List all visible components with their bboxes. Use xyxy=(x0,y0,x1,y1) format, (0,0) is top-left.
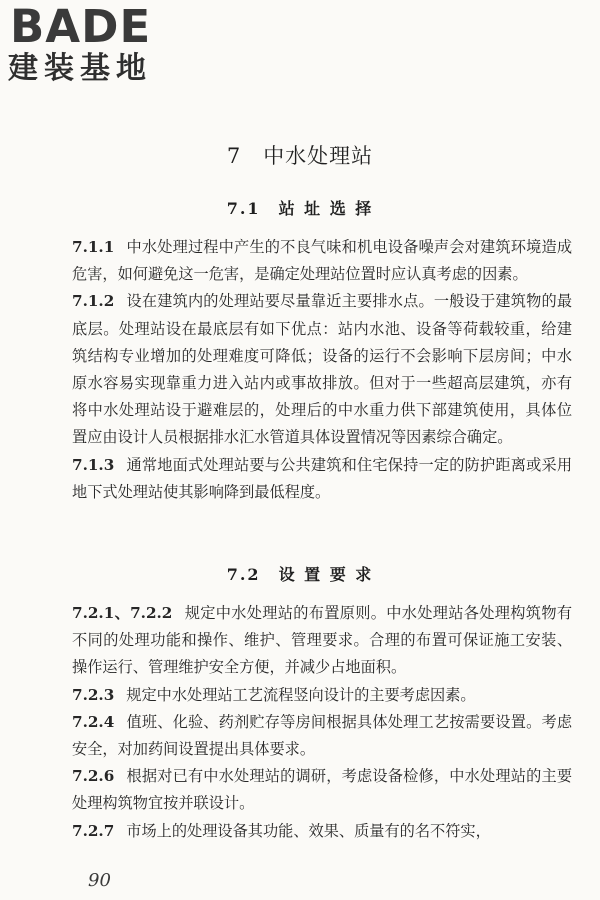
paragraph-7-1-1 xyxy=(72,234,572,288)
paragraph-7-2-3 xyxy=(72,682,572,709)
clause-number: 7.1.2 xyxy=(72,292,115,311)
paragraph-7-2-7 xyxy=(72,818,572,845)
section-title-7-1 xyxy=(0,197,600,221)
clause-number: 7.2.7 xyxy=(72,821,115,840)
chapter-title xyxy=(0,141,600,171)
clause-text: 根据对已有中水处理站的调研，考虑设备检修，中水处理站的主要处理构筑物宜按并联设计。 xyxy=(72,767,572,813)
clause-number: 7.1.3 xyxy=(72,455,115,474)
clause-number: 7.2.1、7.2.2 xyxy=(72,604,173,622)
logo-brand: BADE xyxy=(10,0,152,53)
section-number: 7.2 xyxy=(226,565,261,584)
section-title-text: 站 址 选 择 xyxy=(278,199,374,218)
clause-number: 7.2.6 xyxy=(72,767,115,786)
clause-number: 7.1.1 xyxy=(72,238,115,256)
clause-text: 通常地面式处理站要与公共建筑和住宅保持一定的防护距离或采用地下式处理站使其影响降到最低程度。 xyxy=(72,455,572,501)
clause-text: 设在建筑内的处理站要尽量靠近主要排水点。一般设于建筑物的最底层。处理站设在最底层有如下优点：站内水池、设备等荷载较重，给建筑结构专业增加的处理难度可降低；设备的运行不会影响下层房间；中水原水容易实现靠重力进入站内或事故排放。但对于一些超高层建筑，亦有将中水处理站设于避难层的，处理后的中水重力供下部建筑使用，具体位置应由设计人员根据排水汇水管道具体设置情况等因素综合确定。 xyxy=(72,292,572,447)
logo-subtitle: 建装基地 xyxy=(8,51,152,86)
bade-logo xyxy=(8,0,178,94)
clause-text: 规定中水处理站工艺流程竖向设计的主要考虑因素。 xyxy=(126,685,476,704)
section-number: 7.1 xyxy=(226,199,261,218)
clause-text: 中水处理过程中产生的不良气味和机电设备噪声会对建筑环境造成危害，如何避免这一危害，是确定处理站位置时应认真考虑的因素。 xyxy=(72,238,572,284)
paragraph-7-2-1 xyxy=(72,600,572,682)
paragraph-7-1-3 xyxy=(72,452,572,506)
section-title-7-2 xyxy=(0,563,600,587)
chapter-number: 7 xyxy=(226,144,242,168)
clause-text: 规定中水处理站的布置原则。中水处理站各处理构筑物有不同的处理功能和操作、维护、管理要求。合理的布置可保证施工安装、操作运行、管理维护安全方便，并减少占地面积。 xyxy=(72,604,573,677)
section-title-text: 设 置 要 求 xyxy=(278,565,374,584)
chapter-title-text: 中水处理站 xyxy=(263,144,374,168)
paragraph-7-2-6 xyxy=(72,763,572,817)
clause-text: 市场上的处理设备其功能、效果、质量有的名不符实， xyxy=(126,821,491,840)
paragraph-7-1-2 xyxy=(72,288,572,451)
section-body-7-2 xyxy=(72,600,572,845)
clause-number: 7.2.3 xyxy=(72,685,115,704)
clause-text: 值班、化验、药剂贮存等房间根据具体处理工艺按需要设置。考虑安全，对加药间设置提出具体要求。 xyxy=(72,712,572,759)
section-body-7-1 xyxy=(72,234,572,506)
paragraph-7-2-4 xyxy=(72,709,572,763)
clause-number: 7.2.4 xyxy=(72,712,115,731)
page-number: 90 xyxy=(88,870,111,891)
